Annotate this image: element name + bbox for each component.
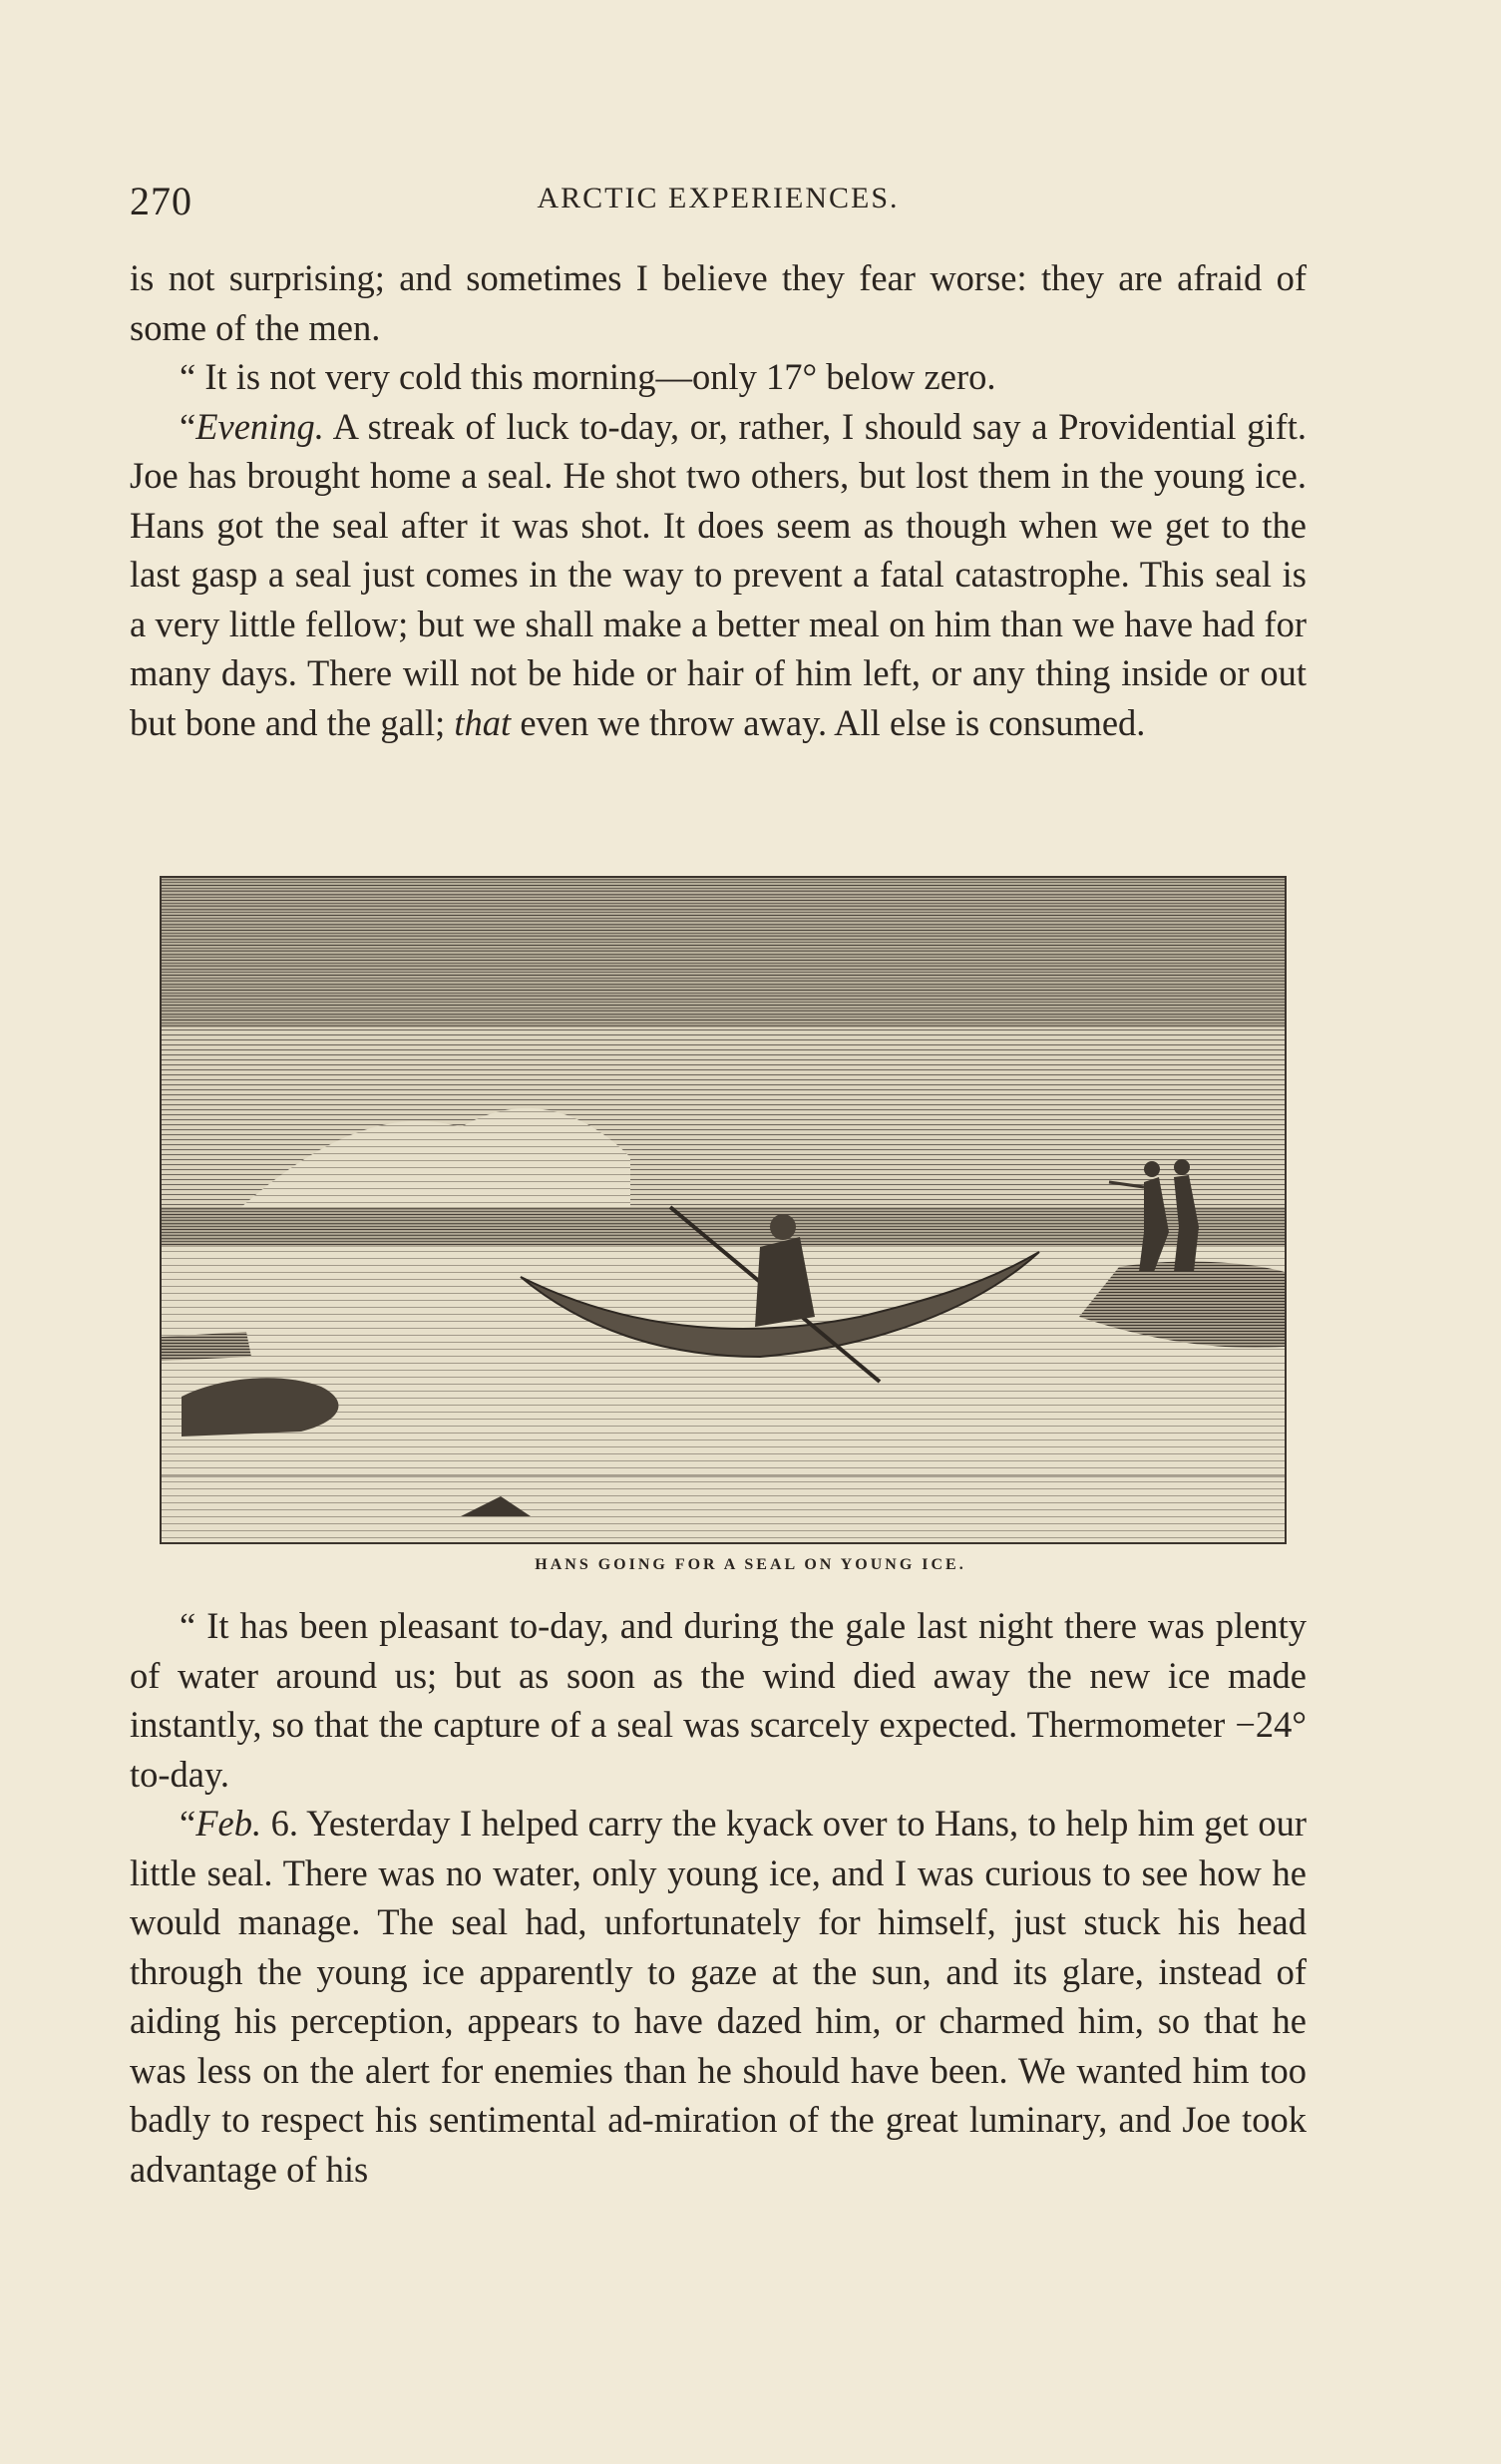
paragraph-text: “ It is not very cold this morning—only 17° below zero.	[180, 356, 996, 397]
paragraph-text: 6. Yesterday I helped carry the kyack over to Hans, to help him get our little seal. There was no water, only young ice, and I was curious to see how he would manage. The seal had, unfortunately for himself, just stuck his head through the young ice apparently to gaze at the sun, and its glare, instead of aiding his perception, appears to have dazed him, or charmed him, so that he was less on the alert for enemies than he should have been. We wanted him too badly to respect his sentimental ad-miration of the great luminary, and Joe took advantage of his	[130, 1803, 1307, 2190]
figure-one-head	[1144, 1161, 1160, 1177]
page-number: 270	[130, 179, 192, 223]
horizon-band	[162, 1207, 1285, 1247]
running-head: ARCTIC EXPERIENCES.	[537, 182, 900, 214]
paragraph	[130, 253, 1307, 352]
text-block-bottom	[130, 1601, 1307, 2194]
open-quote: “	[180, 405, 196, 447]
engraving-illustration	[160, 876, 1287, 1544]
paragraph	[130, 402, 1307, 748]
page-header	[130, 178, 1307, 227]
paragraph-text: is not surprising; and sometimes I believe they fear worse: they are afraid of some of the men.	[130, 257, 1307, 348]
paragraph	[130, 352, 1307, 402]
figure-caption: HANS GOING FOR A SEAL ON YOUNG ICE.	[535, 1556, 966, 1573]
paragraph-text: A streak of luck to-day, or, rather, I should say a Providential gift. Joe has brought home a seal. He shot two others, but lost them in the young ice. Hans got the seal after it was shot. It does seem as though when we get to the last gasp a seal just comes in the way to prevent a fatal catastrophe. This seal is a very little fellow; but we shall make a better meal on him than we have had for many days. There will not be hide or hair of him left, or any thing inside or out but bone and the gall;	[130, 405, 1307, 743]
paragraph	[130, 1799, 1307, 2194]
emphasis: that	[454, 701, 512, 743]
hans-head	[770, 1214, 796, 1240]
date-heading: Feb.	[195, 1803, 262, 1844]
text-block-top	[130, 253, 1307, 747]
paragraph	[130, 1601, 1307, 1799]
open-quote: “	[180, 1803, 196, 1844]
date-heading: Evening.	[195, 405, 324, 447]
figure-two-head	[1174, 1159, 1190, 1175]
ice-edge-left	[162, 1332, 251, 1361]
engraving-art	[162, 878, 1285, 1542]
upper-sky	[162, 878, 1285, 1027]
paragraph-text: “ It has been pleasant to-day, and during the gale last night there was plenty of water around us; but as soon as the wind died away the new ice made instantly, so that the capture of a seal was scarcely expected. Thermometer −24° to-day.	[130, 1605, 1307, 1795]
paragraph-text: even we throw away. All else is consumed.	[511, 701, 1146, 743]
